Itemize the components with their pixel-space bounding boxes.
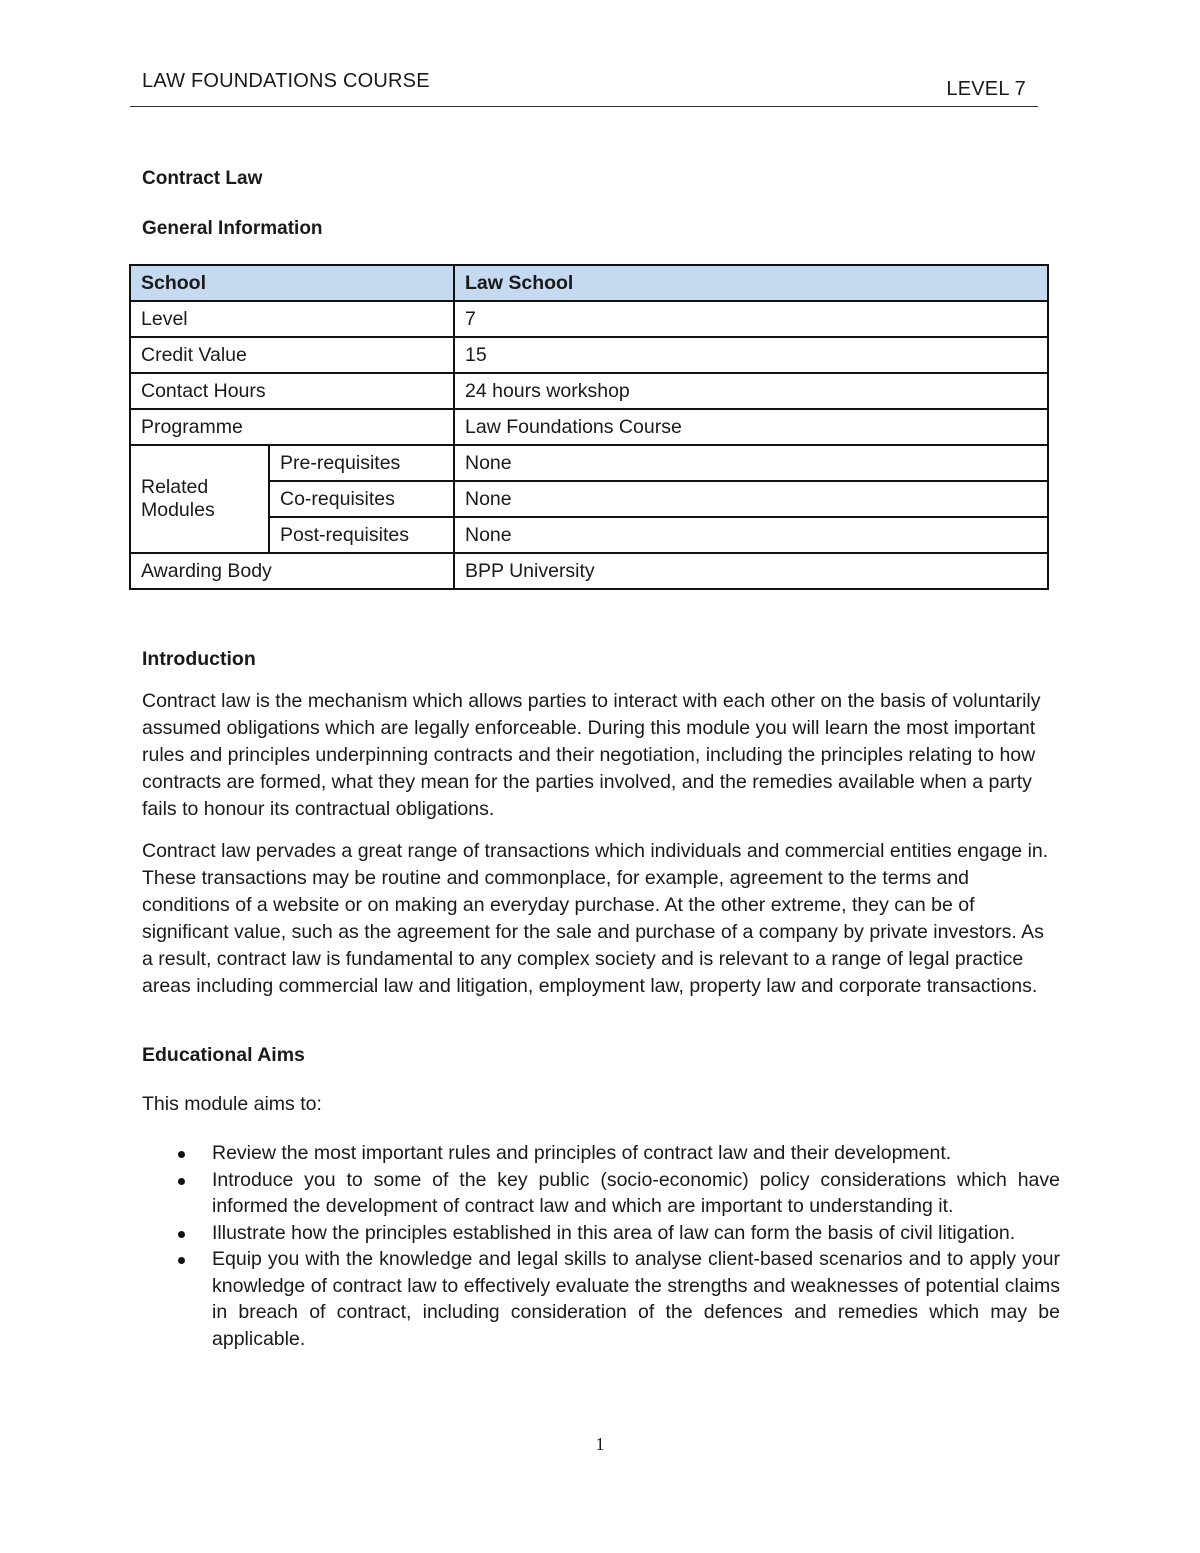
list-item xyxy=(142,1140,1060,1167)
table-row xyxy=(130,553,1048,589)
introduction-heading: Introduction xyxy=(142,648,256,670)
list-item xyxy=(142,1220,1060,1247)
list-item xyxy=(142,1246,1060,1352)
row-value: Law Foundations Course xyxy=(454,409,1048,445)
table-header-row xyxy=(130,265,1048,301)
header-course-title: LAW FOUNDATIONS COURSE xyxy=(142,70,430,92)
table-row xyxy=(130,373,1048,409)
bullet-icon xyxy=(178,1178,185,1185)
row-value: None xyxy=(454,481,1048,517)
row-label: Programme xyxy=(130,409,454,445)
general-info-table xyxy=(129,264,1049,590)
table-row xyxy=(130,409,1048,445)
row-label: Contact Hours xyxy=(130,373,454,409)
aim-text: Illustrate how the principles established in this area of law can form the basis of civil litigation. xyxy=(212,1221,1016,1244)
bullet-icon xyxy=(178,1257,185,1264)
aims-intro: This module aims to: xyxy=(142,1093,322,1115)
document-headings xyxy=(142,166,1058,242)
table-row xyxy=(130,337,1048,373)
row-value: BPP University xyxy=(454,553,1048,589)
table-row xyxy=(130,301,1048,337)
aims-list xyxy=(142,1140,1060,1352)
bullet-icon xyxy=(178,1231,185,1238)
related-label-line2: Modules xyxy=(141,499,215,521)
row-value: 24 hours workshop xyxy=(454,373,1048,409)
introduction-paragraph-2: Contract law pervades a great range of transactions which individuals and commercial entities engage in. These transactions may be routine and commonplace, for example, agreement to the terms and conditions of a website or on making an everyday purchase. At the other extreme, they can be of significant value, such as the agreement for the sale and purchase of a company by private investors. As a result, contract law is fundamental to any complex society and is relevant to a range of legal practice areas including commercial law and litigation, employment law, property law and corporate transactions. xyxy=(142,840,1049,997)
introduction-paragraph-1: Contract law is the mechanism which allows parties to interact with each other on the basis of voluntarily assumed obligations which are legally enforceable. During this module you will learn the most important rules and principles underpinning contracts and their negotiation, including the principles relating to how contracts are formed, what they mean for the parties involved, and the remedies available when a party fails to honour its contractual obligations. xyxy=(142,690,1041,820)
row-label: Awarding Body xyxy=(130,553,454,589)
row-sublabel: Pre-requisites xyxy=(269,445,454,481)
list-item xyxy=(142,1167,1060,1220)
row-value: 7 xyxy=(454,301,1048,337)
related-modules-label xyxy=(130,445,269,553)
aim-text: Review the most important rules and principles of contract law and their development. xyxy=(212,1142,952,1164)
row-value: 15 xyxy=(454,337,1048,373)
page-number: 1 xyxy=(595,1434,605,1454)
row-label: Level xyxy=(130,301,454,337)
aim-text: Introduce you to some of the key public (socio-economic) policy considerations which have informed the development of contract law and which are important to understanding it. xyxy=(212,1168,1060,1217)
document-title: Contract Law xyxy=(142,168,263,189)
table-row xyxy=(130,445,1048,481)
row-sublabel: Post-requisites xyxy=(269,517,454,553)
row-sublabel: Co-requisites xyxy=(269,481,454,517)
educational-aims-heading: Educational Aims xyxy=(142,1044,305,1066)
general-info-heading: General Information xyxy=(142,218,323,239)
aim-text: Equip you with the knowledge and legal skills to analyse client-based scenarios and to apply your knowledge of contract law to effectively evaluate the strengths and weaknesses of potential claims in breach of contract, including consideration of the defences and remedies which may be applicable. xyxy=(212,1248,1060,1350)
table-header-value: Law School xyxy=(454,265,1048,301)
row-value: None xyxy=(454,517,1048,553)
row-value: None xyxy=(454,445,1048,481)
related-label-line1: Related xyxy=(141,476,209,498)
page-header xyxy=(130,62,1038,107)
header-level: LEVEL 7 xyxy=(946,78,1026,100)
bullet-icon xyxy=(178,1151,185,1158)
table-header-label: School xyxy=(130,265,454,301)
row-label: Credit Value xyxy=(130,337,454,373)
